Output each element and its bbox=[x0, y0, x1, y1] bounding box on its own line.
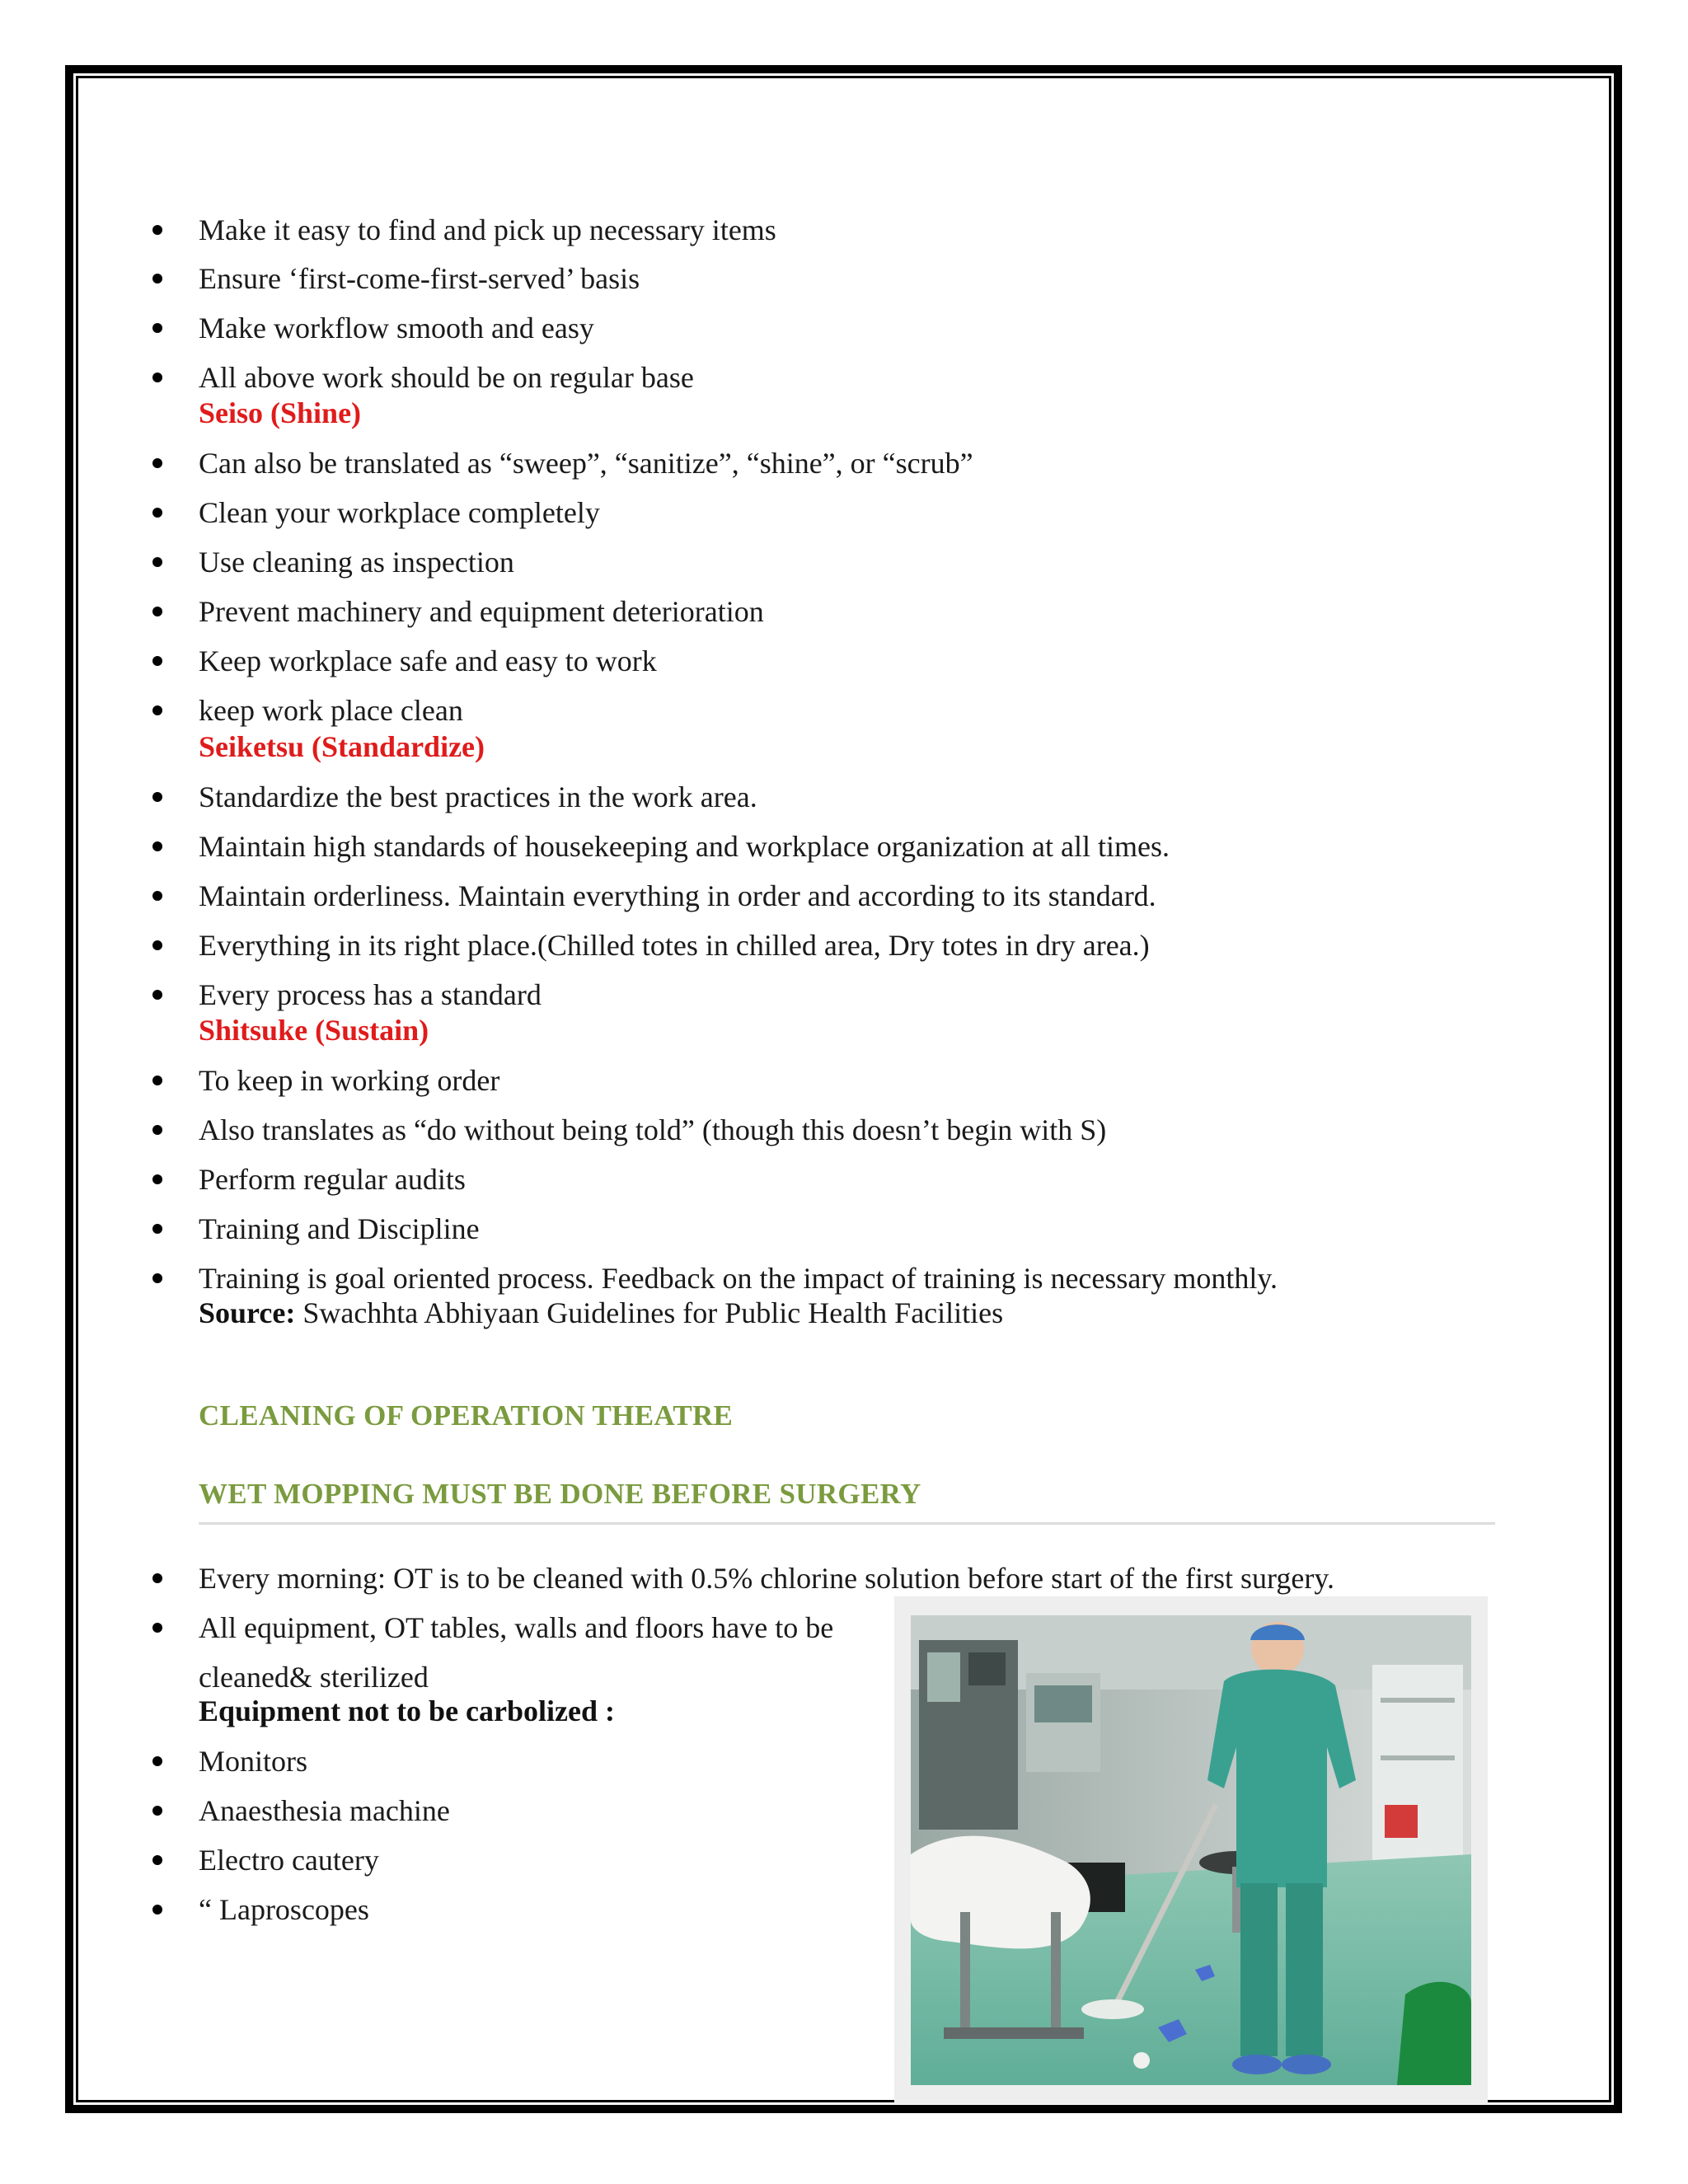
bullet-icon bbox=[148, 701, 166, 719]
bullet-icon bbox=[148, 1071, 166, 1090]
bullet-icon bbox=[148, 936, 166, 954]
list-item: Every process has a standard bbox=[199, 978, 542, 1011]
list-item: Anaesthesia machine bbox=[199, 1794, 450, 1827]
operation-theatre-photo bbox=[894, 1596, 1488, 2104]
bullet-icon bbox=[148, 1802, 166, 1820]
bullet-icon bbox=[148, 602, 166, 621]
bullet-icon bbox=[148, 454, 166, 472]
list-item: Ensure ‘first-come-first-served’ basis bbox=[199, 262, 640, 295]
bullet-icon bbox=[148, 368, 166, 387]
bullet-icon bbox=[148, 1269, 166, 1287]
list-item: Monitors bbox=[199, 1745, 308, 1778]
heading-wet-mopping: WET MOPPING MUST BE DONE BEFORE SURGERY bbox=[199, 1478, 921, 1510]
list-item: All equipment, OT tables, walls and floors have to be bbox=[199, 1611, 834, 1644]
list-item: To keep in working order bbox=[199, 1064, 500, 1097]
operation-theatre-illustration bbox=[911, 1615, 1471, 2085]
heading-divider bbox=[199, 1522, 1495, 1525]
bullet-icon bbox=[148, 504, 166, 522]
bullet-icon bbox=[148, 652, 166, 670]
list-item: Use cleaning as inspection bbox=[199, 546, 514, 579]
list-item: All above work should be on regular base bbox=[199, 361, 694, 394]
equipment-heading: Equipment not to be carbolized : bbox=[199, 1694, 616, 1727]
list-item: Every morning: OT is to be cleaned with 0.5% chlorine solution before start of the first surgery. bbox=[199, 1562, 1335, 1595]
source-text: Swachhta Abhiyaan Guidelines for Public Health Facilities bbox=[295, 1296, 1004, 1329]
list-item: Training is goal oriented process. Feedback on the impact of training is necessary monthly. bbox=[199, 1262, 1278, 1295]
bullet-icon bbox=[148, 1619, 166, 1637]
bullet-icon bbox=[148, 1900, 166, 1919]
section-heading-seiso: Seiso (Shine) bbox=[199, 396, 362, 429]
bullet-icon bbox=[148, 1569, 166, 1587]
list-item: keep work place clean bbox=[199, 694, 463, 727]
bullet-icon bbox=[148, 1170, 166, 1188]
bullet-icon bbox=[148, 1752, 166, 1770]
list-item: Clean your workplace completely bbox=[199, 496, 600, 529]
bullet-icon bbox=[148, 986, 166, 1004]
list-item: Prevent machinery and equipment deterioration bbox=[199, 595, 764, 628]
list-item: Maintain orderliness. Maintain everything in order and according to its standard. bbox=[199, 879, 1156, 912]
list-item-continuation: cleaned& sterilized bbox=[199, 1661, 429, 1694]
source-line bbox=[199, 1295, 1003, 1331]
bullet-icon bbox=[148, 1220, 166, 1238]
heading-cleaning-ot: CLEANING OF OPERATION THEATRE bbox=[199, 1399, 734, 1432]
list-item: Electro cautery bbox=[199, 1844, 379, 1877]
list-item: Make it easy to find and pick up necessary items bbox=[199, 213, 776, 246]
list-item: Perform regular audits bbox=[199, 1163, 466, 1196]
bullet-icon bbox=[148, 553, 166, 571]
list-item: Training and Discipline bbox=[199, 1212, 480, 1245]
bullet-icon bbox=[148, 887, 166, 905]
bullet-icon bbox=[148, 319, 166, 337]
bullet-icon bbox=[148, 788, 166, 806]
source-label: Source: bbox=[199, 1296, 296, 1329]
section-heading-seiketsu: Seiketsu (Standardize) bbox=[199, 730, 485, 763]
bullet-icon bbox=[148, 269, 166, 288]
list-item: Also translates as “do without being told” (though this doesn’t begin with S) bbox=[199, 1113, 1107, 1146]
bullet-icon bbox=[148, 837, 166, 855]
list-item: Standardize the best practices in the work area. bbox=[199, 780, 757, 813]
bullet-icon bbox=[148, 1851, 166, 1869]
list-item: Can also be translated as “sweep”, “sanitize”, “shine”, or “scrub” bbox=[199, 447, 973, 480]
bullet-icon bbox=[148, 1121, 166, 1139]
list-item: “ Laproscopes bbox=[199, 1893, 369, 1926]
bullet-icon bbox=[148, 221, 166, 239]
section-heading-shitsuke: Shitsuke (Sustain) bbox=[199, 1014, 429, 1047]
list-item: Maintain high standards of housekeeping and workplace organization at all times. bbox=[199, 830, 1170, 863]
list-item: Make workflow smooth and easy bbox=[199, 312, 594, 344]
list-item: Keep workplace safe and easy to work bbox=[199, 644, 657, 677]
list-item: Everything in its right place.(Chilled totes in chilled area, Dry totes in dry area.) bbox=[199, 929, 1150, 962]
